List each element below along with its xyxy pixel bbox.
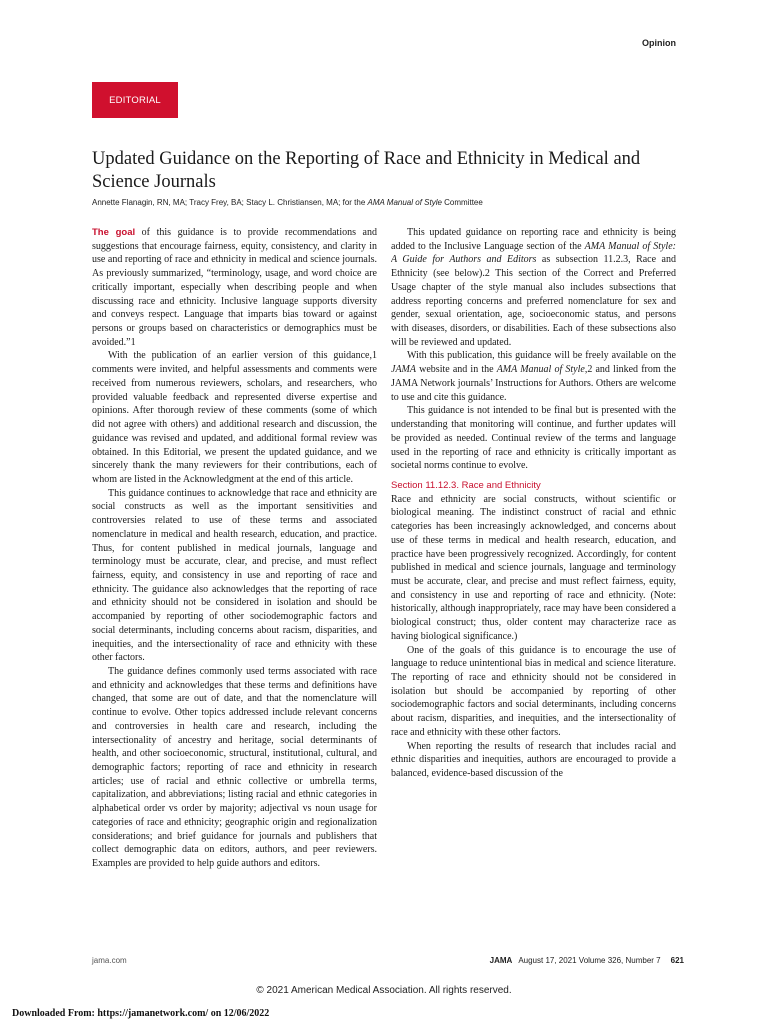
paragraph-7: This guidance is not intended to be final but is presented with the understanding that monitoring will continue, and further updates will be provided as needed. Continual review of the terms and language used in the reporting of race and ethnicity is critically important as societal norms continue to evolve. <box>391 405 676 472</box>
issue-info: August 17, 2021 Volume 326, Number 7 <box>518 956 661 965</box>
paragraph-4: The guidance defines commonly used terms associated with race and ethnicity and acknowledges that these terms and definitions have changed, that some are out of date, and that the nomenclature will continue to evolve. Other topics addressed include relevant concerns and controversies in health care and research, including the intersectionality of ancestry and heritage, social determinants of health, and other socioeconomic, structural, institutional, cultural, and demographic factors; reporting of race and ethnicity in research articles; use of racial and ethnic collective or umbrella terms, capitalization, and abbreviations; listing racial and ethnic categories in alphabetical order vs order by majority; adjectival vs noun usage for categories of race and ethnicity; geographic origin and regionalization considerations; and brief guidance for journals and publishers that collect demographic data on editors, authors, and peer reviewers. Examples are provided to help guide authors and editors. <box>92 666 377 870</box>
paragraph-10: When reporting the results of research that includes racial and ethnic disparities and inequities, authors are encouraged to provide a balanced, evidence-based discussion of the <box>391 740 676 780</box>
paragraph-1-text: of this guidance is to provide recommendations and suggestions that encourage fairness, equity, consistency, and clarity in use and reporting of race and ethnicity in medical and science journals. As previously summarized, “terminology, usage, and word choice are critically important, especially when describing people and when discussing race and ethnicity. Inclusive language supports diversity and conveys respect. Language that imparts bias toward or against persons or groups based on characteristics or demographics must be avoided.”1 <box>92 227 377 348</box>
section-label: Opinion <box>642 38 676 48</box>
page-number: 621 <box>670 956 684 965</box>
paragraph-3: This guidance continues to acknowledge that race and ethnicity are social constructs as well as the important sensitivities and controversies related to use of these terms and associated nomenclature in medical and health research, education, and practice. Thus, for content published in medical journals, language and terminology must be accurate, clear, and precise, and must reflect fairness, equity, and consistency in use and reporting of race and ethnicity. The guidance also acknowledges that the reporting of race and ethnicity should not be considered in isolation and should be accompanied by reporting of other sociodemographic factors and social determinants, including concerns about racism, disparities, and inequities, and the intersectionality of race and ethnicity with these other factors. <box>92 487 377 664</box>
article-title: Updated Guidance on the Reporting of Race and Ethnicity in Medical and Science Journals <box>92 149 641 192</box>
author-line <box>92 198 692 207</box>
page-footer <box>92 956 684 970</box>
paragraph-8: Race and ethnicity are social constructs, without scientific or biological meaning. The indistinct construct of racial and ethnic categories has been increasingly acknowledged, and concerns about use of these terms in medical and health research, education, and practice have been progressively recognized. Accordingly, for content published in medical and science journals, language and terminology must be accurate, clear, and precise and must reflect fairness, equity, and consistency in use and reporting of race and ethnicity. (Note: historically, although inappropriately, race may have been considered a biological construct; thus, older content may characterize race as having biological significance.) <box>391 493 676 642</box>
site-link[interactable]: jama.com <box>92 956 127 965</box>
paragraph-2: With the publication of an earlier version of this guidance,1 comments were invited, and helpful assessments and comments were received from numerous reviewers, scholars, and researchers, who provided valuable feedback and represented diverse expertise and opinions. After thorough review of these comments (some of which did not agree with others) and additional research and discussion, the guidance was revised and updated, and additional formal review was obtained. In this Editorial, we present the updated guidance, and we sincerely thank the many reviewers for their contributions, each of whom are listed in the Acknowledgment at the end of this article. <box>92 350 377 485</box>
jama-title: JAMA <box>391 364 416 376</box>
article-type-badge: EDITORIAL <box>92 82 178 118</box>
paragraph-5-text-a: This updated guidance on reporting race and ethnicity is being added to the Inclusive Language section of the <box>391 227 676 252</box>
paragraph-5 <box>391 226 676 349</box>
paragraph-6-text-a: With this publication, this guidance will be freely available on the <box>407 350 676 362</box>
section-heading: Section 11.12.3. Race and Ethnicity <box>391 479 541 491</box>
footer-citation <box>490 956 684 965</box>
download-note: Downloaded From: https://jamanetwork.com/ on 12/06/2022 <box>12 1008 270 1019</box>
author-manual-title: AMA Manual of Style <box>367 198 442 207</box>
paragraph-6-text-b: website and in the <box>416 364 497 376</box>
body-column-right <box>391 226 676 951</box>
author-names: Annette Flanagin, RN, MA; Tracy Frey, BA; Stacy L. Christiansen, MA; for the <box>92 198 368 207</box>
author-suffix: Committee <box>441 198 483 207</box>
manual-title: AMA Manual of Style: A Guide for Authors and Editors <box>391 240 676 266</box>
paragraph-6 <box>391 349 676 404</box>
paragraph-5-text-b: as subsection 11.2.3, Race and Ethnicity (see below).2 This section of the Correct and Preferred Usage chapter of the style manual also includes subsections that address reporting concerns and preferred nomenclature for sex and gender, sexual orientation, age, socioeconomic status, and persons with diseases, disorders, or disabilities. Each of these subsections also will be reviewed and updated. <box>391 254 676 348</box>
lead-in: The goal <box>92 227 136 238</box>
body-column-left <box>92 226 377 951</box>
paragraph-1 <box>92 226 377 349</box>
manual-title: AMA Manual of Style <box>496 364 585 376</box>
journal-name: JAMA <box>489 956 513 965</box>
paragraph-6-text-c: ,2 and linked from the JAMA Network journals’ Instructions for Authors. Others are welcome to use and cite this guidance. <box>391 364 676 403</box>
copyright-notice: © 2021 American Medical Association. All rights reserved. <box>256 985 512 996</box>
paragraph-9: One of the goals of this guidance is to encourage the use of language to reduce unintentional bias in medical and science literature. The reporting of race and ethnicity should not be considered in isolation but should be accompanied by reporting of other sociodemographic factors and social determinants, including concerns about racism, disparities, and inequities, and the intersectionality of race and ethnicity with these other factors. <box>391 644 676 738</box>
